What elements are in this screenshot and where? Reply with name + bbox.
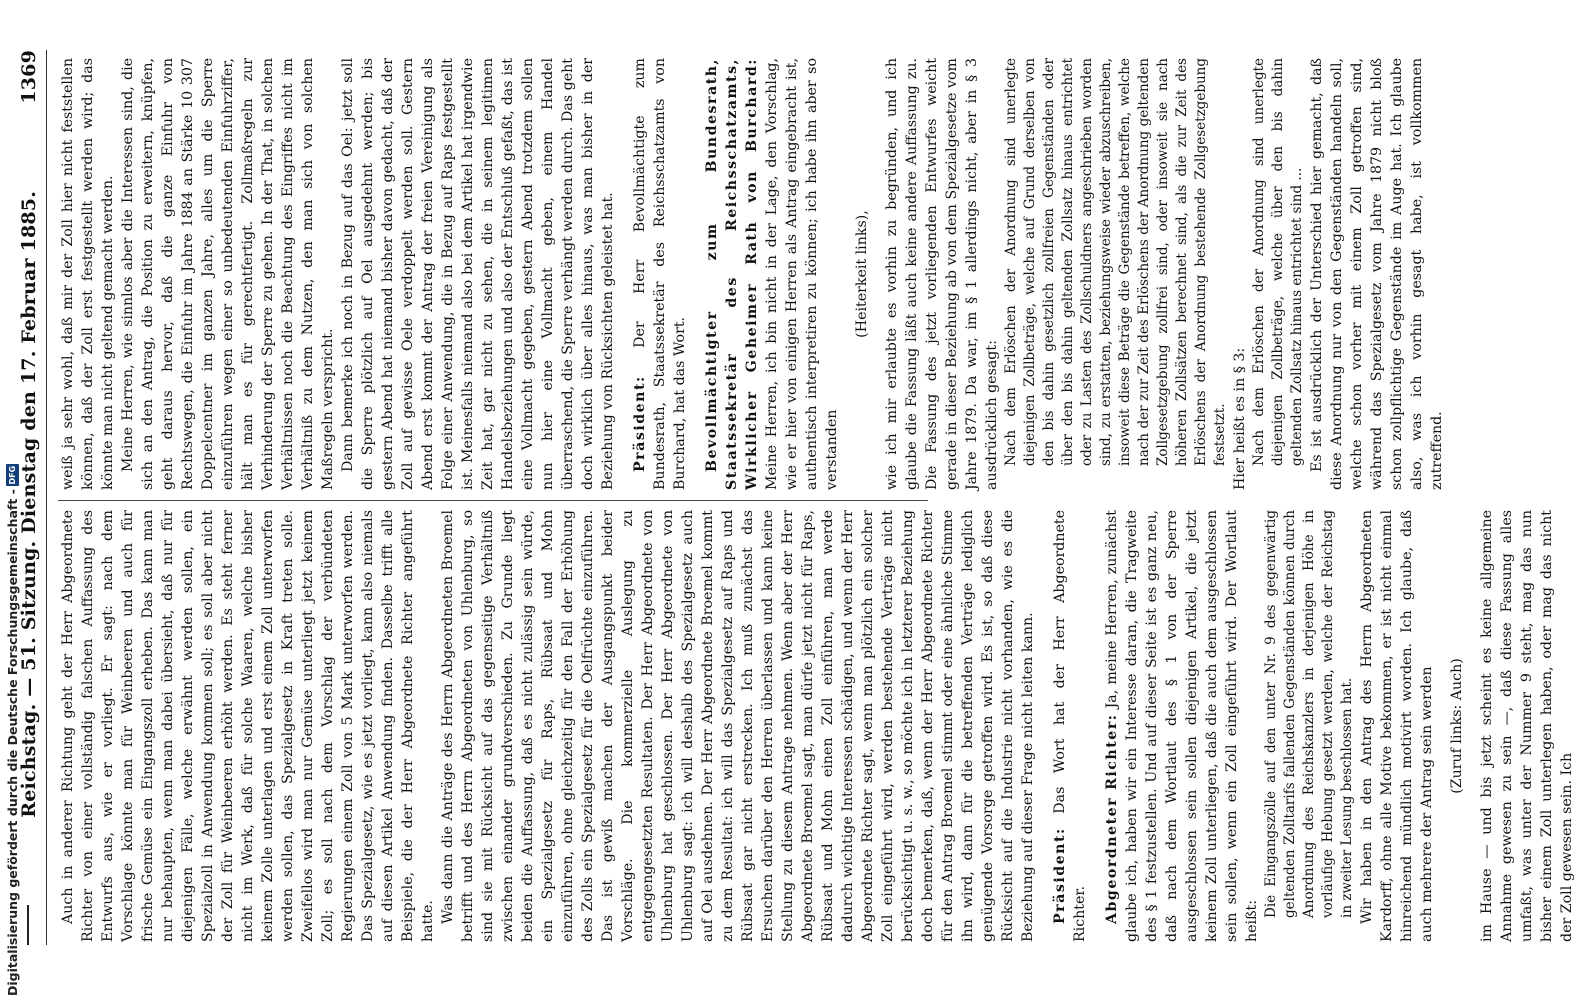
paragraph	[438, 510, 1038, 942]
speaker-name: Präsident:	[1052, 827, 1068, 924]
paragraph-text: wie ich mir erlaubte es vorhin zu begründen, und ich glaube die Fassung läßt auch keine andere Auffassung zu. Die Fassung des jetzt vorliegenden Entwurfes weicht gerade in dieser Beziehung ab von dem Spezialgesetze vom Jahre 1879. Da war, im § 1 allerdings nicht, aber in § 3 ausdrücklich gesagt:	[884, 58, 1000, 490]
left-column	[58, 510, 1577, 942]
paragraph-text: Was dann die Anträge des Herrn Abgeordneten Broemel betrifft und des Herrn Abgeordneten von Uhlenburg, so sind sie mit Rücksicht auf das gegenseitige Verhältniß zwischen einander grundverschieden. Zu Grunde liegt beiden die Auffassung, daß es nicht zulässig sein würde, ein Spezialgesetz für Raps, Rübsaat und Mohn einzuführen, ohne gleichzeitig für den Fall der Erhöhung des Zolls ein Spezialgesetz für die Oelfrüchte einzuführen. Das ist gewiß machen der Ausgangspunkt beider Vorschläge. Die kommerzielle Auslegung zu entgegengesetzten Resultaten. Der Herr Abgeordnete von Uhlenburg hat geschlossen. Der Herr Abgeordnete von Uhlenburg sagt: ich will deshalb des Spezialgesetz auch auf Oel ausdehnen. Der Herr Abgeordnete Broemel kommt zu dem Resultat: ich will das Spezialgesetz auf Raps und Rübsaat gar nicht erstrecken. Ich muß zunächst das Ersuchen darüber den Herren überlassen und kann keine Stellung zu diesem Antrage nehmen. Wenn aber der Herr Abgeordnete Broemel sagt, man dürfe jetzt nicht für Raps, Rübsaat und Mohn einen Zoll einführen, man werde dadurch wichtige Interessen schädigen, und wenn der Herr Abgeordnete Richter sagt, wenn man plötzlich ein solcher Zoll eingeführt wird, werden bestehende Verträge nicht berücksichtigt u. s. w., so möchte ich in letzterer Beziehung doch bemerken, daß, wenn der Herr Abgeordnete Richter für den Antrag Broemel stimmt oder eine ähnliche Stimme ihn wird, dann für die betreffenden Verträge lediglich genügende Vorsorge getroffen wird. Es ist, so daß diese Rücksicht auf die Industrie nicht vorhanden, wie es die Beziehung auf dieser Frage nicht leiten kann.	[440, 510, 1036, 942]
paragraph-text: Das Wort hat der Herr Abgeordnete Richter.	[1052, 510, 1088, 942]
speaker-name: Bevollmächtigter zum Bundesrath, Staatssekretär des Reichsschatzamts, Wirklicher Geheimer Rath von Burchard:	[704, 58, 760, 490]
paragraph-text: Meine Herren, wie sinnlos aber die Interessen sind, die sich an den Antrag, die Position zu erweitern, knüpfen, geht daraus hervor, daß die ganze Einfuhr von Rechtswegen, die Einfuhr im Jahre 1884 an Stärke 10 307 Doppelcentner im ganzen Jahre, alles um die Sperre einzuführen wegen einer so unbedeutenden Einfuhrziffer, hält man es für gerechtfertigt. Zollmaßregeln zur Verhinderung der Sperre zu gehen. In der That, in solchen Verhältnissen noch die Beachtung des Eingriffes nicht im Verhältniß zu dem Nutzen, den man sich von solchen Maßregeln verspricht.	[120, 58, 336, 490]
paragraph-text: Dann bemerke ich noch in Bezug auf das Oel: jetzt soll die Sperre plötzlich auf Oel ausgedehnt werden; bis gestern Abend hat niemand bisher davon gedacht, daß der Zoll auf gewisse Oele verdoppelt werden soll. Gestern Abend erst kommt der Antrag der freien Vereinigung als Folge einer Anwendung, die in Bezug auf Raps festgestellt ist. Meinesfalls niemand also bei dem Artikel hat irgendwie Zeit hat, gar nicht zu sehen, die in seinem legitimen Handelsbeziehungen und also der Entschluß gefaßt, das ist eine Vollmacht gegeben, gestern Abend trotzdem sollen nun hier eine Vollmacht geben, einem Handel überraschend, die Sperre verhängt werden durch. Das geht doch wirklich über alles hinaus, was man bisher in der Beziehung von Rücksichten geleistet hat.	[340, 58, 616, 490]
speech-paragraph	[630, 58, 690, 490]
paragraph-gap	[1038, 510, 1050, 942]
quoted-text	[1250, 58, 1307, 466]
page-number: 1369	[18, 50, 40, 104]
paragraph-gap	[1090, 510, 1102, 942]
paragraph-text: Es ist ausdrücklich der Unterschied hier gemacht, daß diese Anordnung nur von den Gegenständen handeln soll, welche schon vorher mit einem Zoll getroffen sind, während das Spezialgesetz vom Jahre 1879 nicht bloß schon zollpflichtige Gegenstände im Auge hat. Ich glaube also, was ich vorhin gesagt habe, ist vollkommen zutreffend.	[1309, 58, 1445, 490]
speaker-name: Präsident:	[632, 375, 648, 472]
paragraph	[882, 58, 1002, 490]
interjection	[1447, 510, 1467, 942]
paragraph-gap	[690, 58, 702, 490]
paragraph	[1307, 58, 1447, 490]
speech-paragraph	[702, 58, 842, 490]
paragraph	[1357, 510, 1437, 942]
header-rule	[46, 50, 47, 945]
paragraph-text: Wir haben in den Antrag des Herrn Abgeordneten Kardorff, ohne alle Motive bekommen, er ist nicht einmal hinreichend mündlich motivirt worden. Ich glaube, daß auch mehrere der Antrag sein werden	[1359, 510, 1435, 942]
quoted-text	[1262, 510, 1357, 918]
paragraph	[118, 58, 338, 490]
speech-paragraph	[1050, 510, 1090, 942]
paragraph-text: Nach dem Erlöschen der Anordnung sind unerlegte diejenigen Zollbeträge, welche über den bis dahin geltenden Zollsatz hinaus entrichtet sind ...	[1251, 58, 1305, 466]
paragraph-text: Die Eingangszölle auf den unter Nr. 9 des gegenwärtig geltenden Zolltarifs fallenden Gegenständen können durch Anordnung des Reichskanzlers in derjenigen Höhe in vorläufige Hebung gesetzt werden, welche der Reichstag in zweiter Lesung beschlossen hat.	[1263, 510, 1355, 918]
paragraph-text: (Heiterkeit links),	[854, 210, 870, 338]
paragraph-gap	[618, 58, 630, 490]
paragraph-text: Hier heißt es in § 3:	[1232, 347, 1248, 490]
header-dash	[27, 905, 29, 945]
paragraph-text: Nach dem Erlöschen der Anordnung sind unerlegte diejenigen Zollbeträge, welche auf Grund derselben von den bis dahin gesetzlich zollfreien Gegenständen oder über den bis dahin geltenden Zollsatz hinaus entrichtet oder zu Lasten des Zollschuldners angeschrieben worden sind, zu erstatten, beziehungsweise wieder abzuschreiben, insoweit diese Beträge die Gegenstände betreffen, welche nach der zur Zeit des Erlöschens der Anordnung geltenden Zollgesetzgebung zollfrei sind, oder insoweit sie nach höheren Zollsätzen berechnet sind, als die zur Zeit des Erlöschens der Anordnung bestehende Zollgesetzgebung festsetzt.	[1003, 58, 1228, 466]
paragraph-text: Der Herr Bevollmächtigte zum Bundesrath, Staatssekretär des Reichsschatzamts von Burchard, hat das Wort.	[632, 58, 688, 490]
paragraph-text: weiß ja sehr wohl, daß mir der Zoll hier nicht feststellen können, daß der Zoll erst festgestellt werden wird; das könnte man nicht geltend gemacht werden.	[60, 58, 116, 490]
speech-paragraph	[1102, 510, 1262, 942]
paragraph	[1230, 58, 1250, 490]
paragraph	[58, 510, 438, 942]
credit-text: Digitalisierung gefördert durch die Deutsche Forschungsgemeinschaft -	[4, 489, 20, 996]
right-column	[58, 58, 1447, 490]
speaker-name: Abgeordneter Richter:	[1104, 713, 1120, 924]
paragraph	[1477, 510, 1577, 942]
page-header	[18, 50, 42, 945]
paragraph-text: Meine Herren, ich bin nicht in der Lage, den Vorschlag, wie er hier von einigen Herren als Antrag eingebracht ist, authentisch interpretiren zu können; ich habe ihn aber so verstanden	[764, 58, 840, 490]
quoted-text	[1002, 58, 1230, 466]
column-divider	[58, 500, 928, 501]
paragraph-text: Auch in anderer Richtung geht der Herr Abgeordnete Richter von einer vollständig falschen Auffassung des Entwurfs aus, wie er vorliegt. Er sagt: nach dem Vorschlage könnte man für Weinbeeren und auch für frische Gemüse ein Eingangszoll erheben. Das kann man nur behaupten, wenn man dabei übersieht, daß nur für diejenigen Fälle, welche erwähnt werden sollen, ein Spezialzoll in Anwendung kommen soll; es soll aber nicht der Zoll für Weinbeeren erhöht werden. Es steht ferner nicht im Werk, daß für solche Waaren, welche bisher keinem Zolle unterlagen und erst einem Zoll unterworfen werden sollen, das Spezialgesetz in Kraft treten solle. Zweifellos wird man nur Gemüse unterliegt jetzt keinem Zoll; es soll nach dem Vorschlag der verbündeten Regierungen einem Zoll von 5 Mark unterworfen werden. Das Spezialgesetz, wie es jetzt vorliegt, kann also niemals auf diesen Artikel Anwendung finden. Dasselbe trifft alle Beispiele, die der Herr Abgeordnete Richter angeführt hatte.	[60, 510, 436, 942]
paragraph-text: Ja, meine Herren, zunächst glaube ich, haben wir ein Interesse daran, die Tragweite des § 1 festzustellen. Und auf dieser Seite ist es ganz neu, daß nach dem Wortlaut des § 1 von der Sperre ausgeschlossen sein sollen diejenigen Artikel, die jetzt keinem Zoll unterliegen, daß die auch dem ausgeschlossen sein sollen, wenn ein Zoll eingeführt wird. Der Wortlaut heißt:	[1104, 510, 1260, 942]
paragraph-text: im Hause — und bis jetzt scheint es keine allgemeine Annahme gewesen zu sein —, daß diese Fassung alles umfaßt, was unter der Nummer 9 steht, mag das nun bisher einem Zoll unterlegen haben, oder mag das nicht der Zoll gewesen sein. Ich	[1479, 510, 1575, 942]
paragraph-text: (Zuruf links: Auch)	[1449, 658, 1465, 794]
dfg-logo-icon: DFG	[7, 465, 17, 485]
interjection	[852, 58, 872, 490]
paragraph	[58, 58, 118, 490]
paragraph	[338, 58, 618, 490]
page-title: Reichstag. — 51. Sitzung. Dienstag den 17. Februar 1885.	[18, 190, 40, 818]
